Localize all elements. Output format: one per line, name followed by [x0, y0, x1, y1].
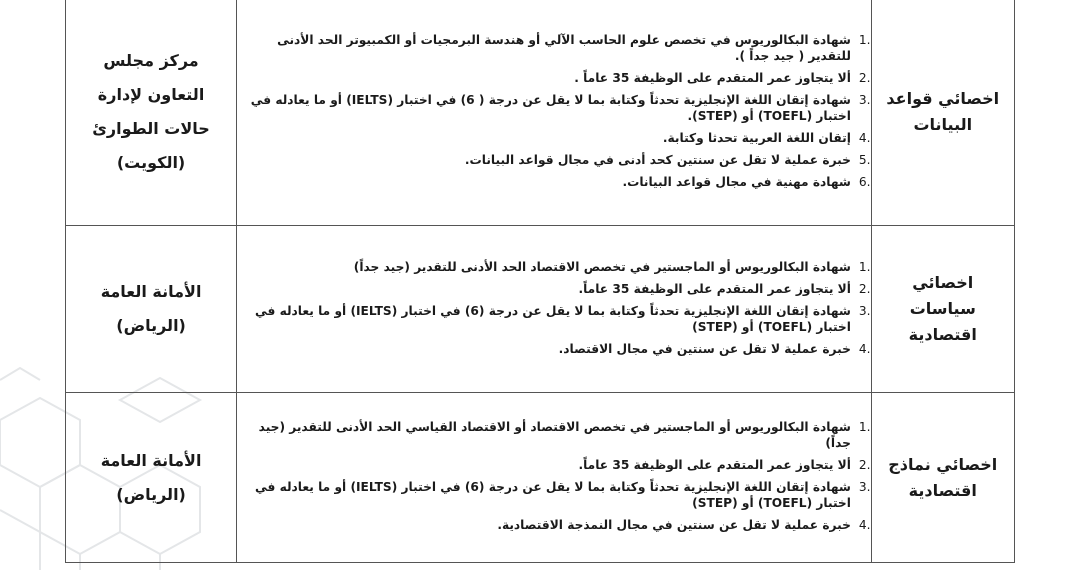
item-text: شهادة إتقان اللغة الإنجليزية تحدثاً وكتابة بما لا يقل عن درجة ( 6) في اختبار (IELTS) أو ما يعادله في اختبار (TOEFL) أو (STEP).: [250, 92, 851, 123]
location-line: الأمانة العامة: [100, 450, 202, 470]
location-cell: [66, 0, 237, 226]
requirements-list: [237, 259, 870, 357]
item-text: شهادة البكالوريوس في تخصص علوم الحاسب الآلي أو هندسة البرمجيات أو الكمبيوتر الحد الأدنى للتقدير ( جيد جداً ).: [277, 32, 851, 63]
location-line: (الرياض): [116, 316, 186, 335]
requirements-cell: [237, 393, 871, 563]
location-cell: [66, 226, 237, 393]
location-line: (الرياض): [116, 484, 186, 504]
item-text: شهادة إتقان اللغة الإنجليزية تحدثاً وكتابة بما لا يقل عن درجة (6) في اختبار (IELTS) أو ما يعادله في اختبار (TOEFL) أو (STEP): [255, 303, 851, 334]
list-item: [237, 517, 870, 533]
item-number: .2: [858, 70, 871, 85]
item-number: .6: [858, 174, 871, 189]
list-item: [237, 32, 870, 64]
job-title-line: اخصائي نماذج: [888, 454, 998, 474]
job-title-line: البيانات: [913, 115, 973, 134]
job-title-cell: [871, 0, 1014, 226]
item-number: .1: [858, 32, 871, 47]
item-number: .3: [858, 480, 871, 494]
list-item: [237, 152, 870, 168]
list-item: [237, 457, 870, 473]
location-line: التعاون لإدارة: [97, 85, 205, 104]
location-line: مركز مجلس: [103, 51, 199, 70]
item-number: .2: [858, 458, 871, 472]
item-text: خبرة عملية لا تقل عن سنتين كحد أدنى في مجال قواعد البيانات.: [464, 152, 851, 167]
item-text: إتقان اللغة العربية تحدثا وكتابة.: [662, 130, 851, 145]
list-item: [237, 259, 870, 275]
job-title-line: اقتصادية: [908, 325, 977, 344]
requirements-cell: [237, 226, 871, 393]
item-number: .3: [858, 92, 871, 107]
item-number: .4: [858, 130, 871, 145]
item-text: شهادة البكالوريوس أو الماجستير في تخصص الاقتصاد أو الاقتصاد القياسي الحد الأدنى للتقدير (جيد جداً): [258, 420, 851, 450]
job-title-line: اقتصادية: [908, 480, 977, 500]
table-row: [66, 226, 1015, 393]
list-item: [237, 419, 870, 451]
item-number: .2: [858, 281, 871, 296]
item-number: .3: [858, 303, 871, 318]
jobs-table: [65, 0, 1015, 563]
job-title-line: سياسات: [909, 299, 976, 318]
list-item: [237, 70, 870, 86]
list-item: [237, 281, 870, 297]
list-item: [237, 174, 870, 190]
item-text: شهادة البكالوريوس أو الماجستير في تخصص الاقتصاد الحد الأدنى للتقدير (جيد جداً): [353, 259, 851, 274]
item-text: ألا يتجاوز عمر المتقدم على الوظيفة 35 عاماً.: [578, 458, 851, 472]
item-text: شهادة مهنية في مجال قواعد البيانات.: [622, 174, 851, 189]
job-title-cell: [871, 393, 1014, 563]
item-text: شهادة إتقان اللغة الإنجليزية تحدثاً وكتابة بما لا يقل عن درجة (6) في اختبار (IELTS) أو ما يعادله في اختبار (TOEFL) أو (STEP): [255, 480, 851, 510]
item-number: .5: [858, 152, 871, 167]
requirements-list: [237, 32, 870, 190]
requirements-cell: [237, 0, 871, 226]
requirements-list: [237, 419, 870, 533]
item-number: .4: [858, 518, 871, 532]
item-number: .1: [858, 259, 871, 274]
list-item: [237, 130, 870, 146]
location-line: (الكويت): [116, 153, 186, 172]
item-text: خبرة عملية لا تقل عن سنتين في مجال الاقتصاد.: [558, 341, 851, 356]
item-text: ألا يتجاوز عمر المتقدم على الوظيفة 35 عاماً .: [574, 70, 851, 85]
location-cell: [66, 393, 237, 563]
item-text: ألا يتجاوز عمر المتقدم على الوظيفة 35 عاماً.: [578, 281, 851, 296]
job-title-line: اخصائي: [912, 273, 974, 292]
item-number: .1: [858, 420, 871, 434]
list-item: [237, 92, 870, 124]
location-line: الأمانة العامة: [100, 282, 202, 301]
job-title-cell: [871, 226, 1014, 393]
list-item: [237, 341, 870, 357]
list-item: [237, 303, 870, 335]
table-row: [66, 0, 1015, 226]
job-title-line: اخصائي قواعد: [886, 89, 1000, 108]
list-item: [237, 479, 870, 511]
location-line: حالات الطوارئ: [92, 119, 210, 138]
item-number: .4: [858, 341, 871, 356]
table-row: [66, 393, 1015, 563]
item-text: خبرة عملية لا تقل عن سنتين في مجال النمذجة الاقتصادية.: [497, 518, 851, 532]
